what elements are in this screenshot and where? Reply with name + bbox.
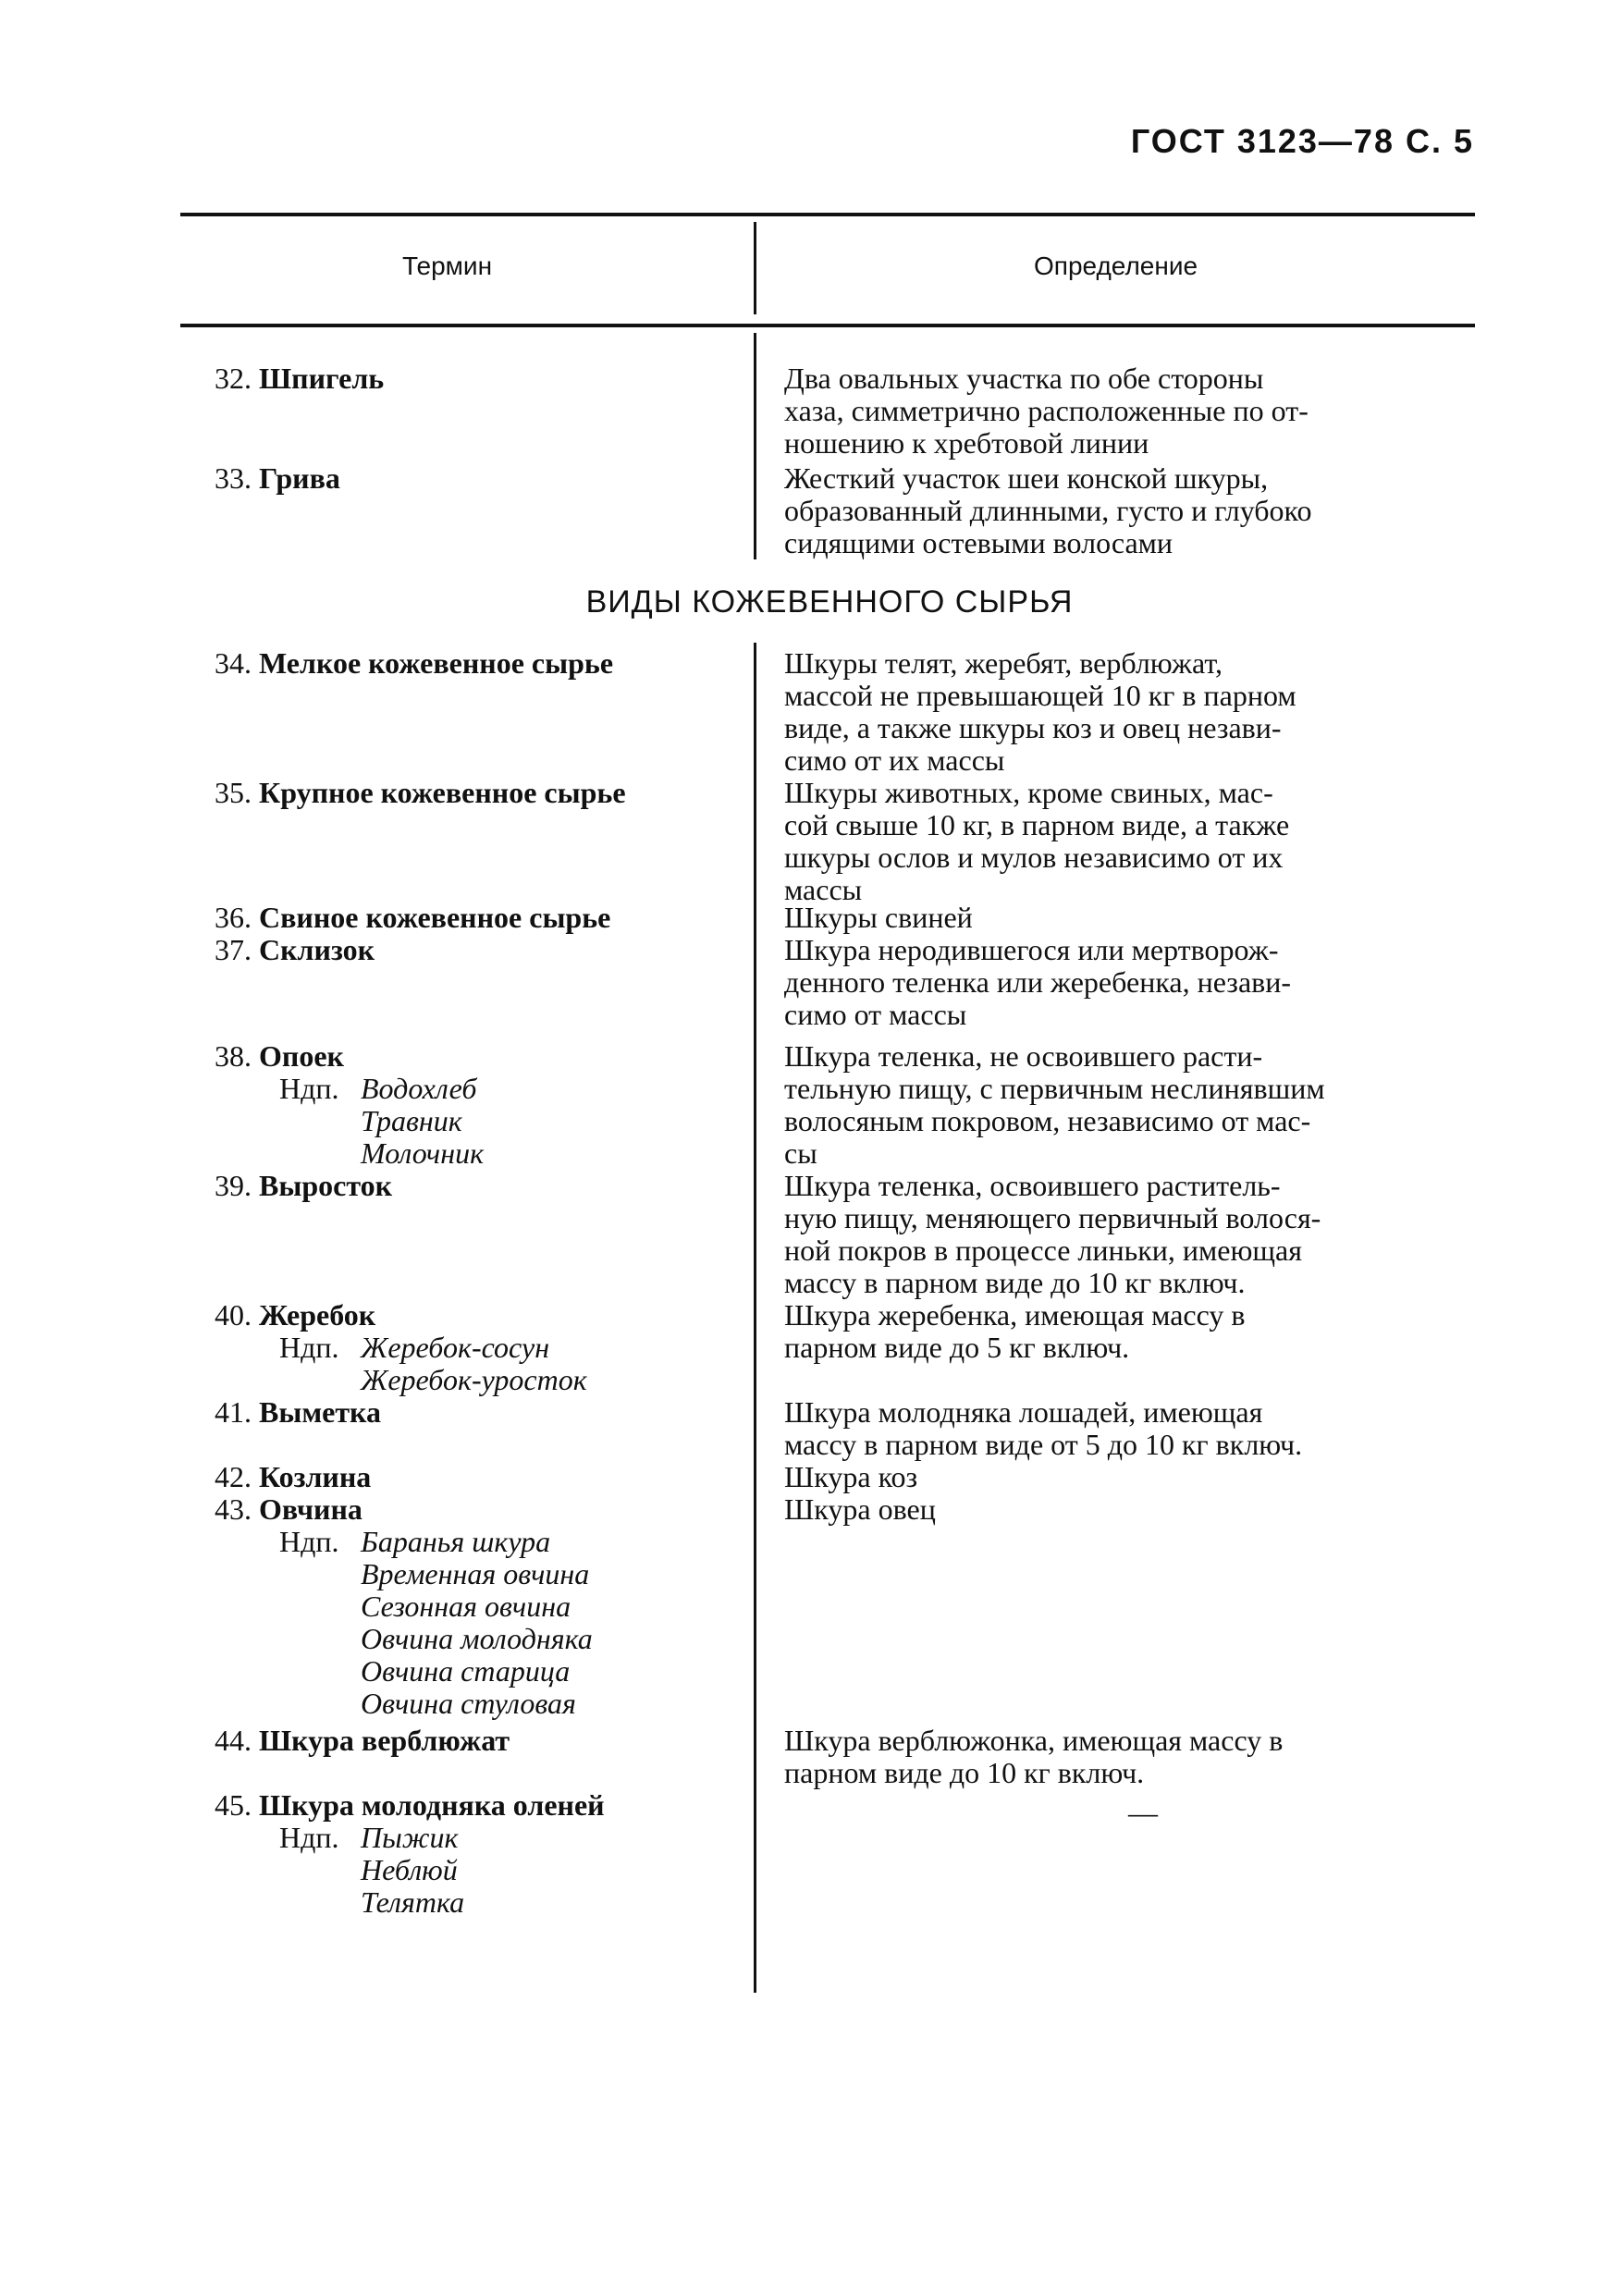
term-number: 42. — [215, 1460, 259, 1493]
deprecated-synonym — [215, 1886, 732, 1919]
deprecated-synonym — [215, 1655, 732, 1688]
deprecated-synonym — [215, 1590, 732, 1623]
definition-line: тельную пищу, с первичным неслинявшим — [784, 1072, 1325, 1105]
term-cell — [215, 1040, 732, 1170]
definition-line: массы — [784, 873, 863, 906]
definition-line: Шкура овец — [784, 1492, 936, 1526]
definition-column-header: Определение — [1034, 252, 1198, 280]
definition-line: симо от их массы — [784, 743, 1005, 777]
term-number: 36. — [215, 901, 259, 934]
section-title: ВИДЫ КОЖЕВЕННОГО СЫРЬЯ — [585, 584, 1074, 620]
synonym-text: Водохлеб — [361, 1072, 477, 1105]
term-title — [215, 777, 732, 809]
end-mark: — — [1128, 1796, 1158, 1829]
table-top-rule — [180, 213, 1475, 216]
column-divider-body-1 — [754, 333, 756, 559]
term-title — [215, 1725, 732, 1757]
definition-line: Два овальных участка по обе стороны — [784, 362, 1264, 395]
term-name: Жеребок — [259, 1298, 376, 1332]
column-divider-body-2 — [754, 643, 756, 1993]
term-number: 40. — [215, 1298, 259, 1332]
definition-line: волосяным покровом, независимо от мас- — [784, 1104, 1311, 1137]
term-number: 41. — [215, 1395, 259, 1429]
synonym-text: Овчина молодняка — [361, 1622, 593, 1655]
term-number: 35. — [215, 776, 259, 809]
definition-cell — [784, 1299, 1480, 1364]
definition-line: массой не превышающей 10 кг в парном — [784, 679, 1296, 712]
term-name: Склизок — [259, 933, 375, 966]
synonym-text: Сезонная овчина — [361, 1590, 571, 1623]
definition-line: ную пищу, меняющего первичный волося- — [784, 1201, 1321, 1234]
definition-line: Жесткий участок шеи конской шкуры, — [784, 461, 1269, 495]
definition-cell — [784, 1040, 1480, 1170]
deprecated-synonym — [215, 1105, 732, 1137]
term-name: Шкура верблюжат — [259, 1724, 510, 1757]
definition-cell — [784, 1170, 1480, 1299]
definition-cell — [784, 1461, 1480, 1493]
definition-cell — [784, 902, 1480, 934]
term-cell — [215, 777, 732, 809]
term-cell — [215, 362, 732, 395]
term-number: 43. — [215, 1492, 259, 1526]
deprecated-synonym — [215, 1854, 732, 1886]
term-name: Шпигель — [259, 362, 385, 395]
definition-line: ношению к хребтовой линии — [784, 426, 1149, 460]
definition-line: Шкура теленка, не освоившего расти- — [784, 1039, 1263, 1073]
term-title — [215, 647, 732, 680]
deprecated-synonym — [215, 1332, 732, 1364]
definition-line: виде, а также шкуры коз и овец незави- — [784, 711, 1282, 744]
deprecated-synonym — [215, 1364, 732, 1396]
term-title — [215, 934, 732, 966]
definition-line: сой свыше 10 кг, в парном виде, а также — [784, 808, 1290, 841]
synonym-text: Баранья шкура — [361, 1525, 551, 1558]
term-column-header: Термин — [402, 252, 493, 280]
definition-line: массу в парном виде от 5 до 10 кг включ. — [784, 1428, 1303, 1461]
term-name: Крупное кожевенное сырье — [259, 776, 626, 809]
deprecated-synonym — [215, 1623, 732, 1655]
deprecated-synonym — [215, 1688, 732, 1720]
term-cell — [215, 934, 732, 966]
term-cell — [215, 1789, 732, 1919]
term-number: 34. — [215, 646, 259, 680]
term-title — [215, 1299, 732, 1332]
term-title — [215, 1040, 732, 1073]
term-name: Овчина — [259, 1492, 362, 1526]
term-cell — [215, 1299, 732, 1396]
term-name: Выметка — [259, 1395, 381, 1429]
deprecated-synonym — [215, 1558, 732, 1590]
deprecated-synonym — [215, 1526, 732, 1558]
term-name: Свиное кожевенное сырье — [259, 901, 611, 934]
term-title — [215, 1396, 732, 1429]
definition-line: Шкура теленка, освоившего раститель- — [784, 1169, 1281, 1202]
term-number: 32. — [215, 362, 259, 395]
synonym-text: Овчина старица — [361, 1654, 571, 1688]
synonym-text: Пыжик — [361, 1821, 459, 1854]
term-title — [215, 1493, 732, 1526]
definition-line: денного теленка или жеребенка, незави- — [784, 965, 1292, 999]
term-number: 45. — [215, 1788, 259, 1822]
definition-cell — [784, 777, 1480, 906]
definition-line: Шкура жеребенка, имеющая массу в — [784, 1298, 1246, 1332]
definition-line: массу в парном виде до 10 кг включ. — [784, 1266, 1246, 1299]
table-head-rule — [180, 324, 1475, 327]
term-name: Мелкое кожевенное сырье — [259, 646, 614, 680]
term-title — [215, 1461, 732, 1493]
term-name: Опоек — [259, 1039, 344, 1073]
definition-line: симо от массы — [784, 998, 967, 1031]
term-title — [215, 902, 732, 934]
term-title — [215, 462, 732, 495]
synonym-text: Молочник — [361, 1136, 485, 1170]
definition-cell — [784, 1493, 1480, 1526]
definition-line: Шкура неродившегося или мертворож- — [784, 933, 1279, 966]
term-cell — [215, 902, 732, 934]
deprecated-synonym — [215, 1137, 732, 1170]
definition-line: Шкура молодняка лошадей, имеющая — [784, 1395, 1263, 1429]
synonym-text: Овчина стуловая — [361, 1687, 576, 1720]
definition-line: Шкуры свиней — [784, 901, 973, 934]
definition-line: Шкуры животных, кроме свиных, мас- — [784, 776, 1273, 809]
column-divider-head — [754, 222, 756, 314]
term-cell — [215, 1461, 732, 1493]
term-name: Козлина — [259, 1460, 372, 1493]
definition-line: парном виде до 10 кг включ. — [784, 1756, 1145, 1789]
deprecated-synonym — [215, 1822, 732, 1854]
term-cell — [215, 647, 732, 680]
term-cell — [215, 1725, 732, 1757]
definition-line: образованный длинными, густо и глубоко — [784, 494, 1312, 527]
term-name: Грива — [259, 461, 340, 495]
definition-line: сы — [784, 1136, 817, 1170]
synonym-text: Жеребок-уросток — [361, 1363, 587, 1396]
definition-cell — [784, 462, 1480, 559]
synonym-label: Ндп. — [279, 1072, 339, 1105]
term-cell — [215, 1493, 732, 1720]
definition-cell — [784, 1725, 1480, 1789]
definition-cell — [784, 934, 1480, 1031]
term-number: 44. — [215, 1724, 259, 1757]
synonym-label: Ндп. — [279, 1331, 339, 1364]
term-number: 38. — [215, 1039, 259, 1073]
term-number: 37. — [215, 933, 259, 966]
term-number: 33. — [215, 461, 259, 495]
definition-line: сидящими остевыми волосами — [784, 526, 1173, 559]
term-title — [215, 1170, 732, 1202]
term-number: 39. — [215, 1169, 259, 1202]
term-title — [215, 362, 732, 395]
definition-line: Шкуры телят, жеребят, верблюжат, — [784, 646, 1223, 680]
definition-cell — [784, 1396, 1480, 1461]
synonym-label: Ндп. — [279, 1525, 339, 1558]
term-title — [215, 1789, 732, 1822]
synonym-text: Временная овчина — [361, 1557, 590, 1590]
definition-line: Шкура верблюжонка, имеющая массу в — [784, 1724, 1284, 1757]
term-cell — [215, 1170, 732, 1202]
page-header: ГОСТ 3123—78 С. 5 — [1130, 122, 1474, 160]
term-cell — [215, 1396, 732, 1429]
definition-line: ной покров в процессе линьки, имеющая — [784, 1234, 1302, 1267]
definition-cell — [784, 362, 1480, 460]
synonym-text: Неблюй — [361, 1853, 458, 1886]
definition-line: шкуры ослов и мулов независимо от их — [784, 841, 1284, 874]
term-cell — [215, 462, 732, 495]
deprecated-synonym — [215, 1073, 732, 1105]
synonym-text: Телятка — [361, 1885, 465, 1919]
synonym-label: Ндп. — [279, 1821, 339, 1854]
definition-line: парном виде до 5 кг включ. — [784, 1331, 1130, 1364]
definition-line: Шкура коз — [784, 1460, 918, 1493]
term-name: Шкура молодняка оленей — [259, 1788, 605, 1822]
synonym-text: Травник — [361, 1104, 462, 1137]
term-name: Выросток — [259, 1169, 393, 1202]
synonym-text: Жеребок-сосун — [361, 1331, 550, 1364]
definition-line: хаза, симметрично расположенные по от- — [784, 394, 1309, 427]
definition-cell — [784, 647, 1480, 777]
